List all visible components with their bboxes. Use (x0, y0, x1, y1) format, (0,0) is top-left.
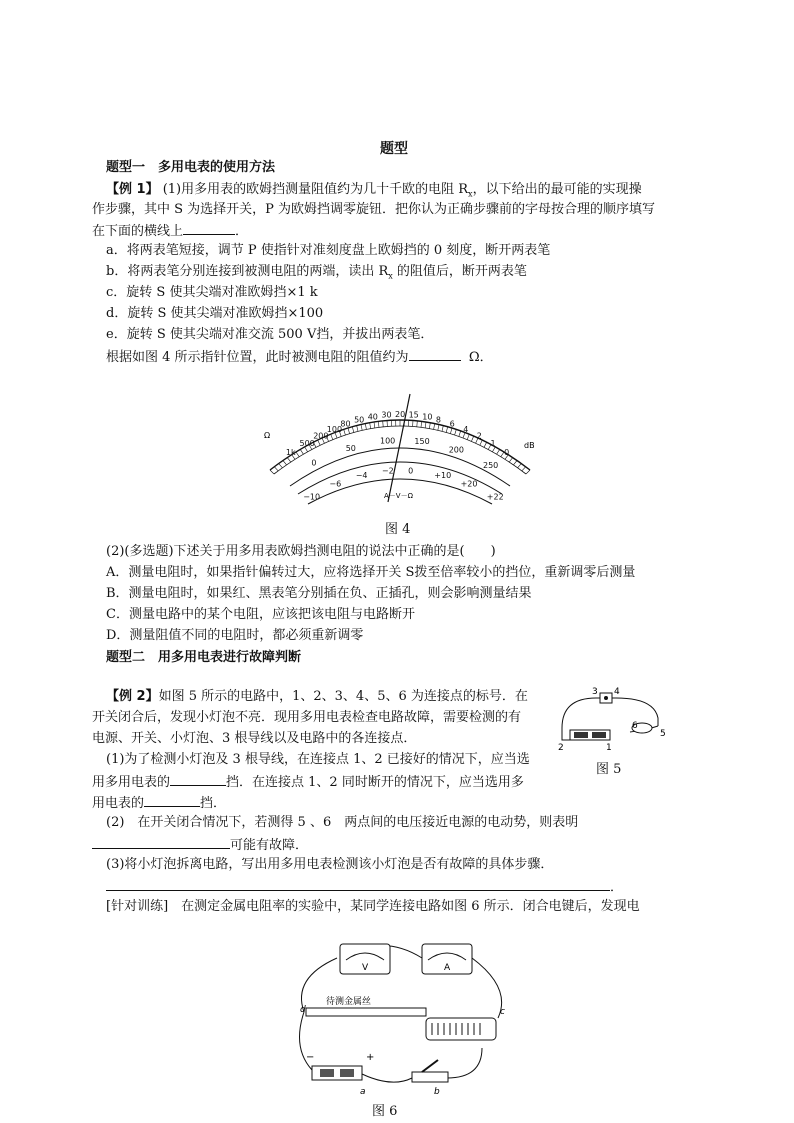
example2-line5: 用多用电表的 挡．在连接点 1、2 同时断开的情况下，应当选用多 (92, 771, 524, 793)
dial-tick (287, 458, 291, 463)
dial-ohm-label: 0 (504, 447, 510, 457)
figure6-apparatus (282, 928, 514, 1098)
section-heading-type1: 题型一 多用电表的使用方法 (106, 160, 276, 175)
reading-question: 根据如图 4 所示指针位置，此时被测电阻的阻值约为 Ω． (106, 346, 493, 368)
dial-tick (467, 434, 469, 440)
dial-tick (459, 431, 461, 437)
svg-text:V: V (362, 963, 369, 973)
step-a: a．将两表笔短接，调节 P 使指针对准刻度盘上欧姆挡的 0 刻度，断开两表笔 (106, 243, 551, 258)
dial-tick (434, 424, 435, 430)
dial-db-corner-label: dB (524, 441, 535, 450)
answer-blank-range2[interactable] (144, 792, 200, 807)
dial-mid-label: 200 (448, 445, 464, 455)
dial-tick (331, 434, 333, 440)
dial-tick (522, 467, 526, 471)
dial-tick (296, 452, 299, 457)
option-b[interactable]: B．测量电阻时，如果红、黑表笔分别插在负、正插孔，则会影响测量结果 (106, 586, 532, 601)
example1-tag: 【例 1】 (106, 182, 159, 197)
dial-tick (378, 421, 379, 427)
dial-mid-label: 150 (414, 437, 430, 447)
svg-text:A: A (444, 963, 451, 973)
dial-tick (357, 426, 358, 432)
svg-text:待测金属丝: 待测金属丝 (326, 997, 372, 1007)
dial-tick (509, 458, 513, 463)
page-title: 题型 (380, 141, 408, 157)
dial-low-label: 0 (408, 466, 414, 476)
example2-line7: (2) 在开关闭合情况下，若测得 5 、6 两点间的电压接近电源的电动势，则表明 (106, 815, 579, 830)
svg-text:−: − (306, 1052, 315, 1063)
answer-blank-order[interactable] (183, 220, 235, 235)
dial-ohm-corner-label: Ω (264, 431, 271, 440)
dial-function-label: A－V－Ω (384, 492, 413, 500)
example2-line9: (3)将小灯泡拆离电路，写出用多用电表检测该小灯泡是否有故障的具体步骤． (106, 857, 554, 872)
dial-mid-labels (311, 437, 498, 470)
svg-text:5: 5 (660, 729, 666, 739)
dial-tick (344, 429, 346, 435)
dial-tick (455, 429, 457, 435)
svg-text:+: + (366, 1052, 375, 1063)
dial-ohm-label: 10 (422, 412, 433, 422)
dial-tick (365, 424, 366, 430)
dial-tick (442, 426, 443, 432)
dial-low-label: −4 (355, 470, 368, 480)
example2-line8: 可能有故障． (92, 834, 308, 856)
step-b: b．将两表笔分别连接到被测电阻的两端，读出 $R_x$ 的阻值后，断开两表笔 (106, 264, 527, 281)
dial-ohm-label: 100 (326, 424, 343, 434)
example2-line4: (1)为了检测小灯泡及 3 根导线，在连接点 1、2 已接好的情况下，应当选 (106, 752, 530, 767)
section-heading-type2: 题型二 用多用电表进行故障判断 (106, 650, 302, 665)
dial-tick (279, 464, 283, 468)
dial-ohm-label: 2 (476, 431, 482, 441)
dial-tick (283, 461, 287, 465)
dial-mid-label: 0 (311, 458, 317, 468)
answer-blank-steps[interactable] (106, 876, 610, 891)
dial-low-label: +20 (460, 479, 478, 489)
training-text: [针对训练] 在测定金属电阻率的实验中，某同学连接电路如图 6 所示．闭合电键后，发现电 (106, 899, 640, 914)
dial-tick (518, 464, 522, 468)
dial-tick (446, 427, 448, 433)
svg-text:b: b (434, 1087, 440, 1097)
figure6-caption: 图 6 (372, 1104, 398, 1119)
dial-tick (425, 422, 426, 428)
dial-tick (370, 423, 371, 429)
dial-tick (513, 461, 517, 465)
dial-tick (526, 470, 530, 474)
svg-text:d: d (300, 1005, 306, 1015)
metal-wire-board (306, 995, 426, 1016)
example1-line3: 在下面的横线上 ． (92, 220, 248, 242)
dial-tick (497, 449, 500, 454)
dial-ohm-label: 8 (435, 415, 441, 425)
dial-ohm-label: 1 (490, 439, 496, 449)
dial-mid-label: 250 (483, 461, 499, 470)
example1-line1: 【例 1】 (1)用多用表的欧姆挡测量阻值约为几十千欧的电阻 $R_x$，以下给出的最可能的实现操 (106, 182, 642, 199)
rheostat-icon (426, 1018, 496, 1040)
dial-low-label: +22 (486, 492, 504, 502)
example2-line6: 用电表的 挡． (92, 792, 226, 814)
dial-tick (484, 442, 487, 447)
dial-tick (383, 421, 384, 427)
dial-low-arc (298, 462, 502, 494)
dial-tick (450, 428, 452, 434)
option-d[interactable]: D．测量阻值不同的电阻时，都必须重新调零 (106, 628, 364, 643)
svg-text:6: 6 (632, 721, 638, 731)
answer-blank-resistance[interactable] (409, 346, 461, 361)
example2-tag: 【例 2】 (106, 689, 159, 704)
dial-tick (348, 428, 350, 434)
dial-tick (429, 423, 430, 429)
option-a[interactable]: A．测量电阻时，如果指针偏转过大，应将选择开关 S拨至倍率较小的挡位，重新调零后测量 (106, 565, 636, 580)
example2-line1: 【例 2】如图 5 所示的电路中，1、2、3、4、5、6 为连接点的标号．在 (106, 689, 528, 704)
dial-tick (270, 470, 274, 474)
step-c: c．旋转 S 使其尖端对准欧姆挡×1 k (106, 285, 318, 300)
dial-ohm-label: 30 (381, 410, 392, 420)
svg-text:1: 1 (606, 743, 612, 753)
figure4-caption: 图 4 (385, 522, 411, 537)
dial-mid-label: 100 (380, 436, 396, 446)
dial-tick (361, 425, 362, 431)
ammeter-icon (422, 944, 472, 974)
option-c[interactable]: C．测量电路中的某个电阻，应该把该电阻与电路断开 (106, 607, 415, 622)
example2-line3: 电源、开关、小灯泡、3 根导线以及电路中的各连接点． (92, 731, 417, 746)
question2-stem: (2)(多选题)下述关于用多用表欧姆挡测电阻的说法中正确的是( ) (106, 544, 496, 559)
dial-low-label: −10 (303, 492, 321, 502)
voltmeter-icon (340, 944, 390, 974)
dial-tick (471, 436, 473, 441)
dial-ohm-label: 40 (367, 412, 378, 422)
dial-low-label: −6 (329, 479, 342, 489)
svg-text:3: 3 (592, 687, 598, 697)
dial-ohm-label: 4 (463, 424, 469, 434)
dial-ohm-label: 500 (299, 439, 315, 449)
dial-low-label: −2 (381, 466, 394, 476)
dial-ohm-label: 80 (340, 419, 351, 429)
dial-tick (417, 421, 418, 427)
figure5-circuit (550, 684, 670, 754)
dial-tick (480, 440, 483, 445)
dial-ohm-label: 50 (354, 415, 365, 425)
step-d: d．旋转 S 使其尖端对准欧姆挡×100 (106, 306, 324, 321)
dial-low-label: +10 (434, 470, 452, 480)
dial-ohm-label: 6 (449, 419, 455, 429)
answer-blank-range1[interactable] (170, 771, 226, 786)
figure5-caption: 图 5 (596, 762, 622, 777)
switch-key-icon (412, 1060, 448, 1082)
svg-text:2: 2 (558, 743, 564, 753)
svg-text:4: 4 (614, 687, 620, 697)
dial-ohm-label: 20 (395, 410, 406, 419)
dial-tick (274, 467, 278, 471)
dial-tick (374, 422, 375, 428)
svg-text:c: c (500, 1007, 505, 1017)
dial-tick (352, 427, 354, 433)
answer-blank-fault[interactable] (92, 834, 230, 849)
dial-ohm-labels (286, 410, 509, 457)
figure4-meter-dial (250, 390, 550, 512)
example1-line2: 作步骤，其中 S 为选择开关，P 为欧姆挡调零旋钮．把你认为正确步骤前的字母按合理的顺序填写 (92, 202, 656, 217)
svg-text:a: a (360, 1087, 366, 1097)
dial-tick (300, 449, 303, 454)
battery-pack-icon (306, 1052, 374, 1080)
dial-mid-label: 50 (345, 443, 356, 453)
dial-ohm-label: 200 (313, 431, 329, 441)
dial-ohm-label: 15 (408, 410, 419, 420)
dial-ohm-label: 1k (285, 447, 296, 457)
example2-line2: 开关闭合后，发现小灯泡不亮．现用多用电表检查电路故障，需要检测的有 (92, 710, 522, 725)
step-e: e．旋转 S 使其尖端对准交流 500 V挡，并拔出两表笔． (106, 327, 434, 342)
dial-tick (318, 440, 321, 445)
dial-tick (421, 421, 422, 427)
dial-tick (438, 425, 439, 431)
example2-line10: ． (106, 876, 623, 898)
